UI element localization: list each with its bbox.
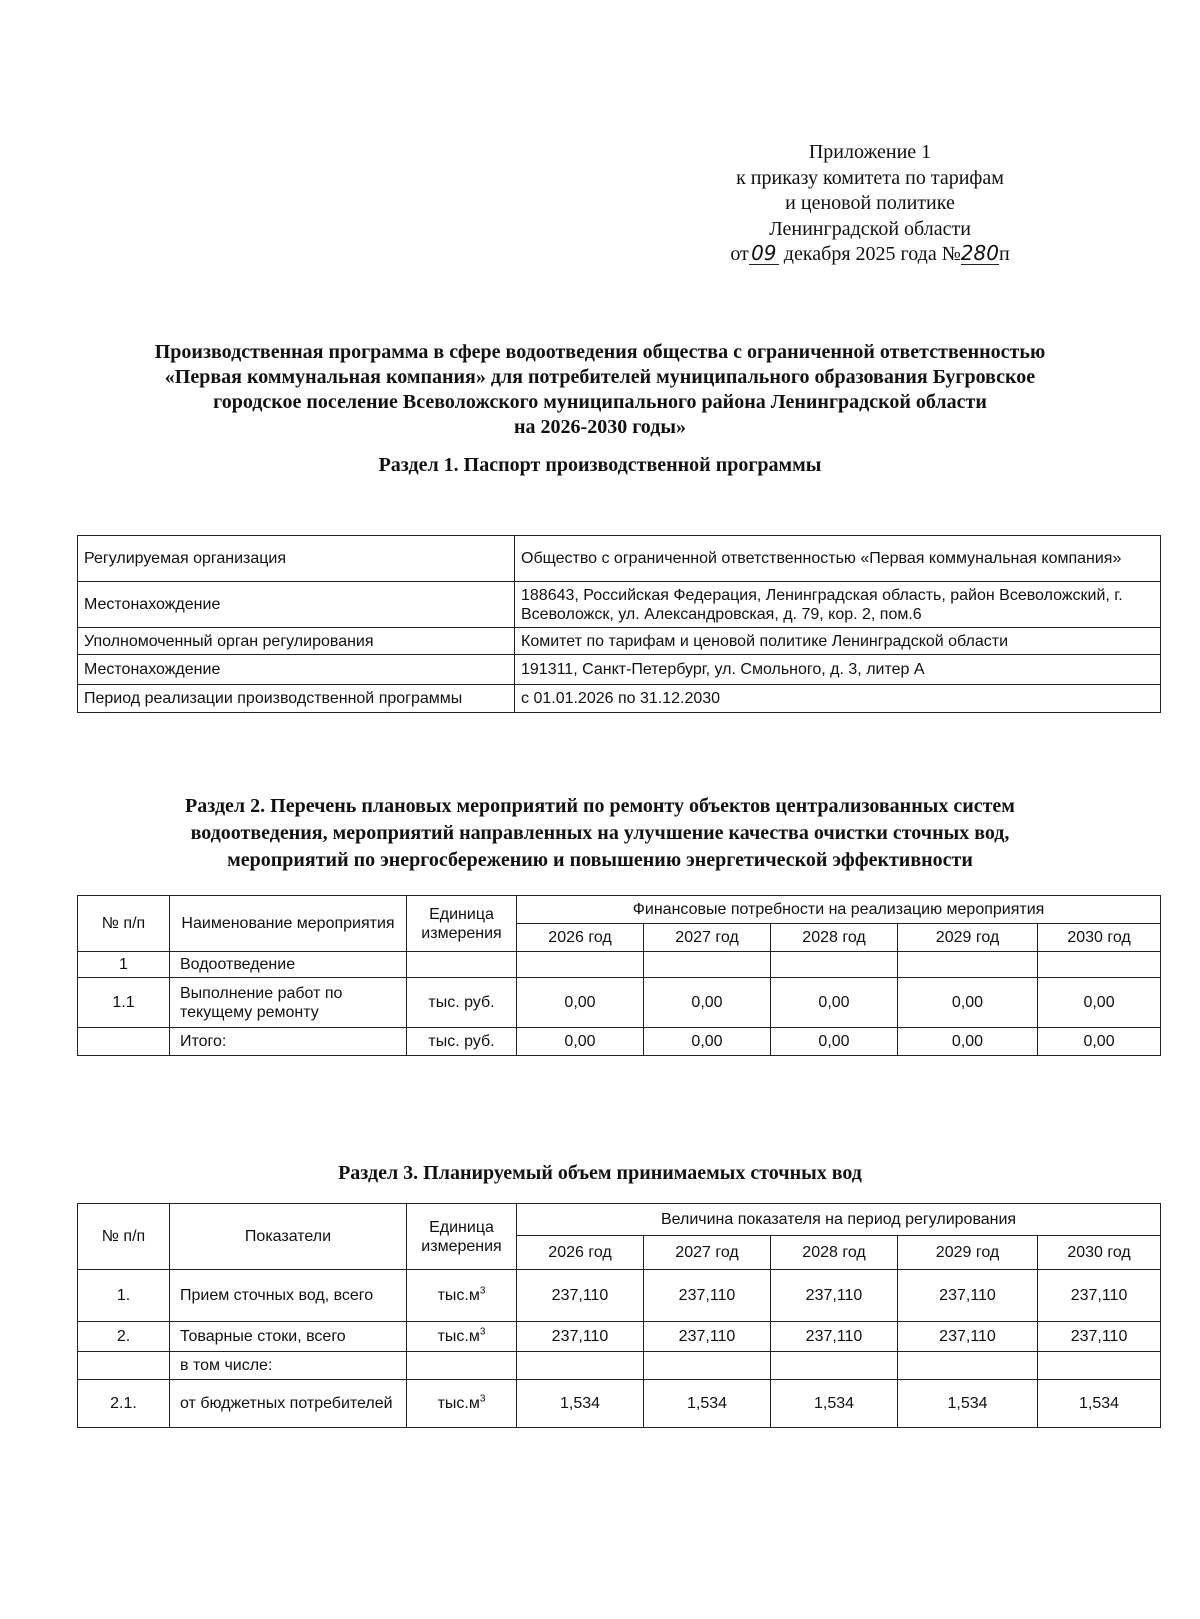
cell-value [517, 952, 644, 978]
appendix-line-2: к приказу комитета по тарифам [736, 166, 1004, 189]
passport-label: Местонахождение [78, 655, 515, 685]
date-prefix: от [730, 243, 749, 265]
handwritten-day: 09 [749, 242, 779, 265]
table-row [78, 685, 1161, 713]
cell-value: 0,00 [771, 1028, 898, 1056]
cell-value: 0,00 [644, 1028, 771, 1056]
passport-value: Комитет по тарифам и ценовой политике Ленинградской области [515, 628, 1161, 655]
cell-num: 2. [78, 1322, 170, 1352]
cell-value: 237,110 [898, 1270, 1038, 1322]
passport-table [77, 535, 1161, 713]
cell-value: 237,110 [644, 1270, 771, 1322]
cell-value [644, 952, 771, 978]
cell-value: 0,00 [898, 1028, 1038, 1056]
cell-value: 1,534 [1038, 1380, 1161, 1428]
header-name: Наименование мероприятия [170, 896, 407, 952]
unit-superscript: 3 [479, 1326, 486, 1338]
header-year: 2028 год [771, 1236, 898, 1270]
cell-value: 1,534 [517, 1380, 644, 1428]
cell-value: 0,00 [517, 1028, 644, 1056]
passport-label: Период реализации производственной программы [78, 685, 515, 713]
date-middle: декабря 2025 года № [783, 243, 961, 265]
table-row [78, 952, 1161, 978]
cell-unit [407, 1322, 517, 1352]
cell-value: 0,00 [517, 978, 644, 1028]
cell-value [771, 1352, 898, 1380]
title-line-3: городское поселение Всеволожского муниципального района Ленинградской области [213, 391, 987, 413]
section2-title [60, 793, 1140, 874]
passport-value: 188643, Российская Федерация, Ленинградская область, район Всеволожский, г. Всеволожск, ул. Александровская, д. 79, кор. 2, пом.6 [515, 582, 1161, 628]
repair-measures-table [77, 895, 1161, 1056]
cell-unit: тыс. руб. [407, 1028, 517, 1056]
table-row [78, 1380, 1161, 1428]
unit-superscript: 3 [479, 1393, 486, 1405]
cell-value: 0,00 [1038, 978, 1161, 1028]
passport-value: с 01.01.2026 по 31.12.2030 [515, 685, 1161, 713]
cell-unit [407, 952, 517, 978]
cell-name: Выполнение работ по текущему ремонту [170, 978, 407, 1028]
cell-unit [407, 1352, 517, 1380]
appendix-line-3: и ценовой политике [785, 192, 955, 214]
section2-title-line-1: Раздел 2. Перечень плановых мероприятий по ремонту объектов централизованных систем [185, 795, 1015, 817]
cell-name: в том числе: [170, 1352, 407, 1380]
cell-value: 1,534 [771, 1380, 898, 1428]
table-row [78, 1270, 1161, 1322]
header-year: 2029 год [898, 924, 1038, 952]
cell-value [1038, 1352, 1161, 1380]
cell-value [898, 952, 1038, 978]
table-row [78, 628, 1161, 655]
table-row [78, 978, 1161, 1028]
cell-value [517, 1352, 644, 1380]
cell-value: 1,534 [644, 1380, 771, 1428]
title-line-1: Производственная программа в сфере водоотведения общества с ограниченной ответственностью [154, 341, 1046, 363]
cell-name: Прием сточных вод, всего [170, 1270, 407, 1322]
table-row [78, 655, 1161, 685]
header-year: 2026 год [517, 1236, 644, 1270]
header-group: Финансовые потребности на реализацию мероприятия [517, 896, 1161, 924]
title-line-2: «Первая коммунальная компания» для потребителей муниципального образования Бугровское [164, 366, 1036, 388]
cell-value: 0,00 [771, 978, 898, 1028]
header-year: 2027 год [644, 924, 771, 952]
section2-title-line-2: водоотведения, мероприятий направленных на улучшение качества очистки сточных вод, [190, 822, 1010, 844]
cell-value: 1,534 [898, 1380, 1038, 1428]
appendix-line-1: Приложение 1 [808, 141, 932, 163]
appendix-header [690, 140, 1050, 268]
section3-title: Раздел 3. Планируемый объем принимаемых сточных вод [338, 1162, 862, 1184]
cell-value [898, 1352, 1038, 1380]
table-header-row [78, 896, 1161, 924]
section2-title-line-3: мероприятий по энергосбережению и повышению энергетической эффективности [227, 849, 973, 871]
cell-num [78, 1028, 170, 1056]
table-row [78, 582, 1161, 628]
header-year: 2027 год [644, 1236, 771, 1270]
unit-text: тыс.м [437, 1395, 480, 1412]
cell-num: 2.1. [78, 1380, 170, 1428]
cell-value: 237,110 [771, 1322, 898, 1352]
cell-value: 0,00 [898, 978, 1038, 1028]
cell-num: 1 [78, 952, 170, 978]
unit-superscript: 3 [479, 1285, 486, 1297]
cell-num [78, 1352, 170, 1380]
cell-value: 237,110 [517, 1270, 644, 1322]
header-num: № п/п [78, 896, 170, 952]
appendix-date-line [690, 242, 1050, 268]
passport-value: 191311, Санкт-Петербург, ул. Смольного, д. 3, литер А [515, 655, 1161, 685]
cell-value: 237,110 [898, 1322, 1038, 1352]
header-year: 2030 год [1038, 1236, 1161, 1270]
table-row [78, 1322, 1161, 1352]
cell-name: Итого: [170, 1028, 407, 1056]
handwritten-number: 280 [960, 241, 999, 265]
cell-value: 237,110 [1038, 1270, 1161, 1322]
cell-value: 237,110 [1038, 1322, 1161, 1352]
cell-num: 1.1 [78, 978, 170, 1028]
header-name: Показатели [170, 1204, 407, 1270]
cell-num: 1. [78, 1270, 170, 1322]
table-row [78, 536, 1161, 582]
header-unit: Единица измерения [407, 1204, 517, 1270]
passport-value: Общество с ограниченной ответственностью «Первая коммунальная компания» [515, 536, 1161, 582]
section1-title: Раздел 1. Паспорт производственной программы [378, 454, 822, 476]
cell-value: 237,110 [771, 1270, 898, 1322]
header-year: 2029 год [898, 1236, 1038, 1270]
cell-value [1038, 952, 1161, 978]
header-num: № п/п [78, 1204, 170, 1270]
header-year: 2028 год [771, 924, 898, 952]
passport-label: Местонахождение [78, 582, 515, 628]
table-header-row [78, 1204, 1161, 1236]
cell-value: 237,110 [517, 1322, 644, 1352]
table-row [78, 1028, 1161, 1056]
header-year: 2026 год [517, 924, 644, 952]
cell-unit: тыс. руб. [407, 978, 517, 1028]
unit-text: тыс.м [437, 1287, 480, 1304]
cell-value: 0,00 [644, 978, 771, 1028]
header-year: 2030 год [1038, 924, 1161, 952]
wastewater-volume-table [77, 1203, 1161, 1428]
header-group: Величина показателя на период регулирования [517, 1204, 1161, 1236]
title-line-4: на 2026-2030 годы» [514, 416, 686, 438]
cell-unit [407, 1270, 517, 1322]
cell-value: 237,110 [644, 1322, 771, 1352]
cell-name: Водоотведение [170, 952, 407, 978]
cell-value [644, 1352, 771, 1380]
number-suffix: п [998, 243, 1010, 265]
appendix-line-4: Ленинградской области [769, 217, 971, 240]
unit-text: тыс.м [437, 1328, 480, 1345]
cell-value [771, 952, 898, 978]
cell-unit [407, 1380, 517, 1428]
document-title [60, 340, 1140, 440]
header-unit: Единица измерения [407, 896, 517, 952]
cell-name: от бюджетных потребителей [170, 1380, 407, 1428]
cell-value: 0,00 [1038, 1028, 1161, 1056]
cell-name: Товарные стоки, всего [170, 1322, 407, 1352]
table-row [78, 1352, 1161, 1380]
passport-label: Уполномоченный орган регулирования [78, 628, 515, 655]
passport-label: Регулируемая организация [78, 536, 515, 582]
